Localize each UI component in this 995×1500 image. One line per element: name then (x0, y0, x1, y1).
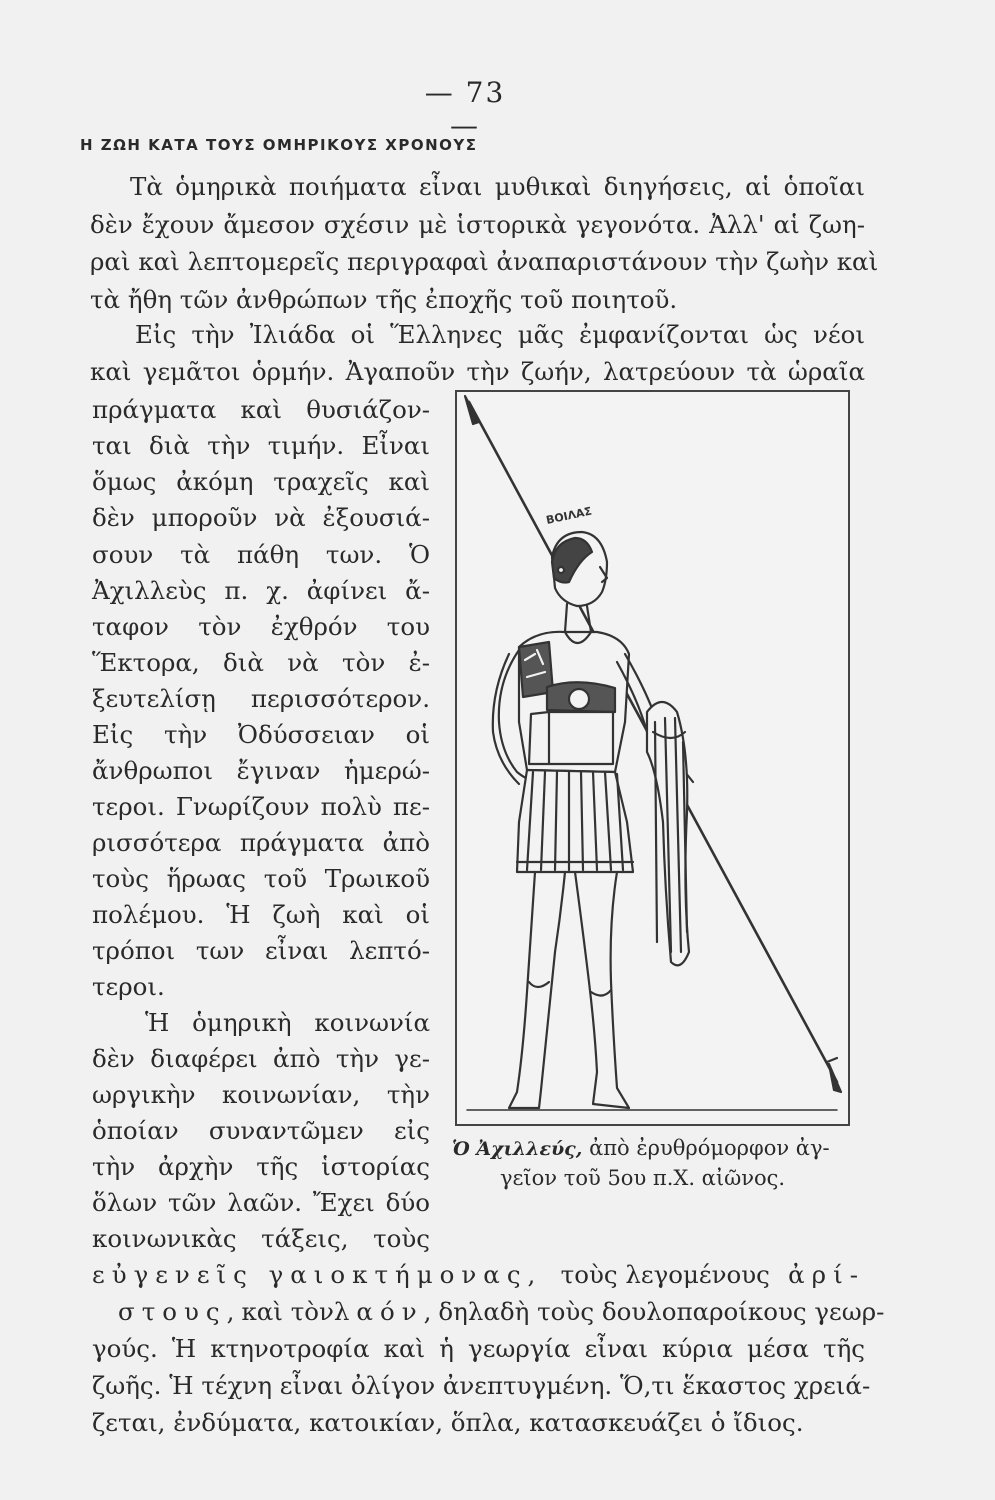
running-header: Η ΖΩΗ ΚΑΤΑ ΤΟΥΣ ΟΜΗΡΙΚΟΥΣ ΧΡΟΝΟΥΣ (80, 136, 478, 154)
column-line: τεροι. (92, 972, 165, 1001)
figure-caption (452, 1136, 830, 1160)
text-segment: τοὺς λεγομένους (560, 1260, 770, 1289)
spaced-text: ἀρί- (788, 1260, 865, 1289)
caption-text: ἀπὸ ἐρυθρόμορφον ἀγ- (589, 1136, 830, 1160)
column-line: τοὺς ἥρωας τοῦ Τρωικοῦ (92, 864, 430, 893)
column-line: Εἰς τὴν Ὀδύσσειαν οἱ (92, 720, 430, 749)
spaced-text: στους, (118, 1297, 242, 1326)
column-line: ξευτελίσῃ περισσότερον. (92, 684, 430, 713)
text-line: καὶ γεμᾶτοι ὁρμήν. Ἀγαποῦν τὴν ζωήν, λατρεύουν τὰ ὡραῖα (90, 357, 865, 386)
achilles-figure (455, 390, 850, 1126)
column-line: ταφον τὸν ἐχθρόν του (92, 612, 430, 641)
text-line: γούς. Ἡ κτηνοτροφία καὶ ἡ γεωργία εἶναι κύρια μέσα τῆς (92, 1334, 865, 1363)
text-line (118, 1297, 885, 1326)
column-line: κοινωνικὰς τάξεις, τοὺς (92, 1224, 430, 1253)
text-line: ραὶ καὶ λεπτομερεῖς περιγραφαὶ ἀναπαριστάνουν τὴν ζωὴν καὶ (90, 247, 879, 276)
column-line: πράγματα καὶ θυσιάζον- (92, 395, 430, 424)
column-line: ἄνθρωποι ἔγιναν ἡμερώ- (92, 756, 430, 785)
text-line (92, 1260, 865, 1289)
column-line: πολέμου. Ἡ ζωὴ καὶ οἱ (92, 900, 430, 929)
column-line: ται διὰ τὴν τιμήν. Εἶναι (92, 431, 430, 460)
spaced-text: λαόν, (333, 1297, 439, 1326)
column-line: σουν τὰ πάθη των. Ὁ (92, 540, 430, 569)
spaced-text: εὐγενεῖς γαιοκτήμονας, (92, 1260, 543, 1289)
figure-caption-line2: γεῖον τοῦ 5ου π.Χ. αἰῶνος. (500, 1166, 786, 1190)
text-line: Εἰς τὴν Ἰλιάδα οἱ Ἕλληνες μᾶς ἐμφανίζονται ὡς νέοι (135, 320, 865, 349)
text-segment: καὶ τὸν (241, 1297, 334, 1326)
column-line: τρόποι των εἶναι λεπτό- (92, 936, 430, 965)
column-line: ρισσότερα πράγματα ἀπὸ (92, 828, 430, 857)
column-line: δὲν διαφέρει ἀπὸ τὴν γε- (92, 1044, 430, 1073)
column-line: ὁποίαν συναντῶμεν εἰς (92, 1116, 430, 1145)
column-line: ωργικὴν κοινωνίαν, τὴν (92, 1080, 430, 1109)
column-line: Ἡ ὁμηρικὴ κοινωνία (145, 1008, 430, 1037)
caption-name: Ὁ Ἀχιλλεύς, (452, 1138, 583, 1160)
column-line: ὅμως ἀκόμη τραχεῖς καὶ (92, 467, 430, 496)
text-line: ζεται, ἐνδύματα, κατοικίαν, ὅπλα, κατασκευάζει ὁ ἴδιος. (92, 1408, 804, 1437)
column-line: δὲν μποροῦν νὰ ἐξουσιά- (92, 503, 430, 532)
column-line: τεροι. Γνωρίζουν πολὺ πε- (92, 792, 430, 821)
text-line: τὰ ἤθη τῶν ἀνθρώπων τῆς ἐποχῆς τοῦ ποιητοῦ. (90, 285, 678, 314)
vase-inscription: ΒΟΙΛΑΣ (544, 504, 593, 527)
page-number: — 73 — (424, 76, 506, 142)
column-line: ὅλων τῶν λαῶν. Ἔχει δύο (92, 1188, 430, 1217)
column-line: Ἀχιλλεὺς π. χ. ἀφίνει ἄ- (92, 576, 430, 605)
text-line: ζωῆς. Ἡ τέχνη εἶναι ὀλίγον ἀνεπτυγμένη. Ὅ,τι ἕκαστος χρειά- (92, 1371, 871, 1400)
column-line: Ἕκτορα, διὰ νὰ τὸν ἐ- (92, 648, 430, 677)
achilles-vase-drawing (457, 392, 848, 1124)
column-line: τὴν ἀρχὴν τῆς ἱστορίας (92, 1152, 430, 1181)
text-line: Τὰ ὁμηρικὰ ποιήματα εἶναι μυθικαὶ διηγήσεις, αἱ ὁποῖαι (130, 172, 865, 201)
text-segment: δηλαδὴ τοὺς δουλοπαροίκους γεωρ- (438, 1297, 885, 1326)
text-line: δὲν ἔχουν ἄμεσον σχέσιν μὲ ἱστορικὰ γεγονότα. Ἀλλ' αἱ ζωη- (90, 210, 865, 239)
